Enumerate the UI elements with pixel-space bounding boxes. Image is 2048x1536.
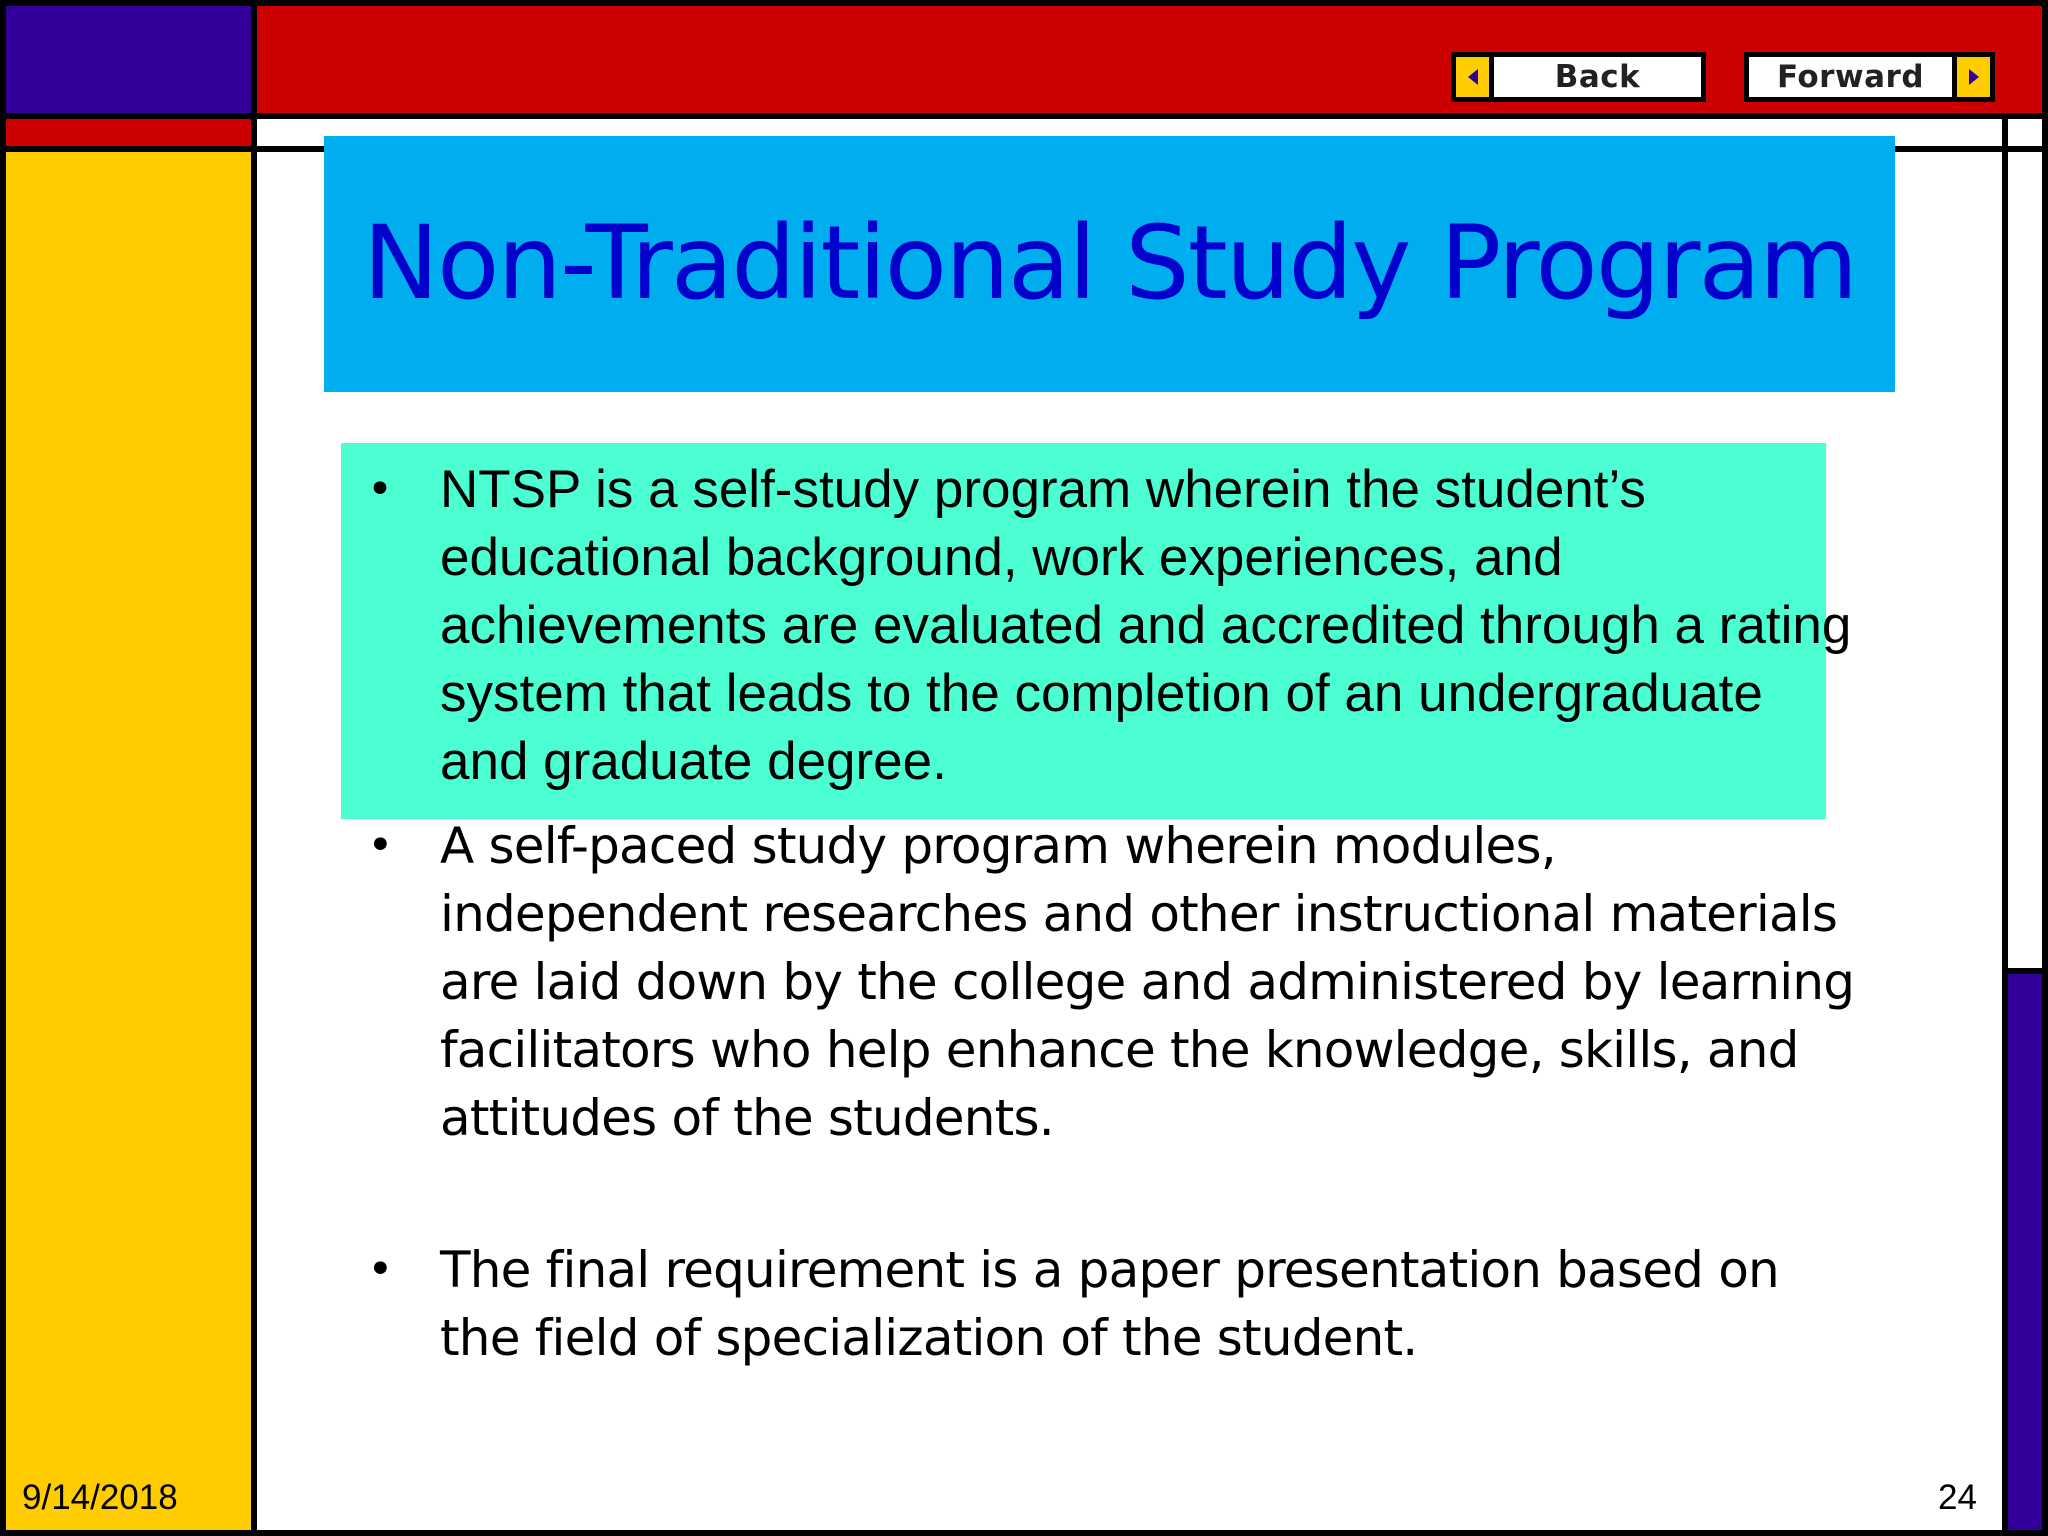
forward-button[interactable] [1744,52,1995,102]
bullet-dot: • [367,464,393,515]
forward-button-label: Forward [1749,57,1952,97]
slide-title: Non-Traditional Study Program [362,204,1857,323]
frame-purple-block-right [2008,974,2042,1530]
frame-white-right-strip [2008,152,2042,968]
bullet-text: NTSP is a self-study program wherein the student’s educational background, work experiences, and achievements are evaluated and accredited through a rating system that leads to the completion of an undergraduate and graduate degree. [440,460,1852,791]
bullet-item [367,456,1860,796]
slide-number: 24 [1938,1478,1977,1517]
bullet-item [367,812,1860,1152]
back-button-label: Back [1494,57,1701,97]
frame-yellow-sidebar [6,152,251,1530]
bullet-text: The final requirement is a paper presentation based on the field of specialization of the student. [440,1241,1779,1367]
frame-red-strip [6,119,251,146]
footer-date: 9/14/2018 [22,1478,178,1517]
bullet-item [367,1236,1860,1372]
back-button[interactable] [1451,52,1706,102]
bullet-dot: • [367,1244,393,1295]
frame-purple-block-top [6,6,251,113]
bullet-dot: • [367,820,393,871]
title-box [324,136,1895,392]
bullet-text: A self-paced study program wherein modules, independent researches and other instructional materials are laid down by the college and administered by learning facilitators who help enhance the knowledge, skills, and attitudes of the students. [440,817,1855,1147]
triangle-left-icon [1456,57,1489,97]
triangle-right-icon [1957,57,1990,97]
frame-white-strip-right [2008,119,2042,146]
